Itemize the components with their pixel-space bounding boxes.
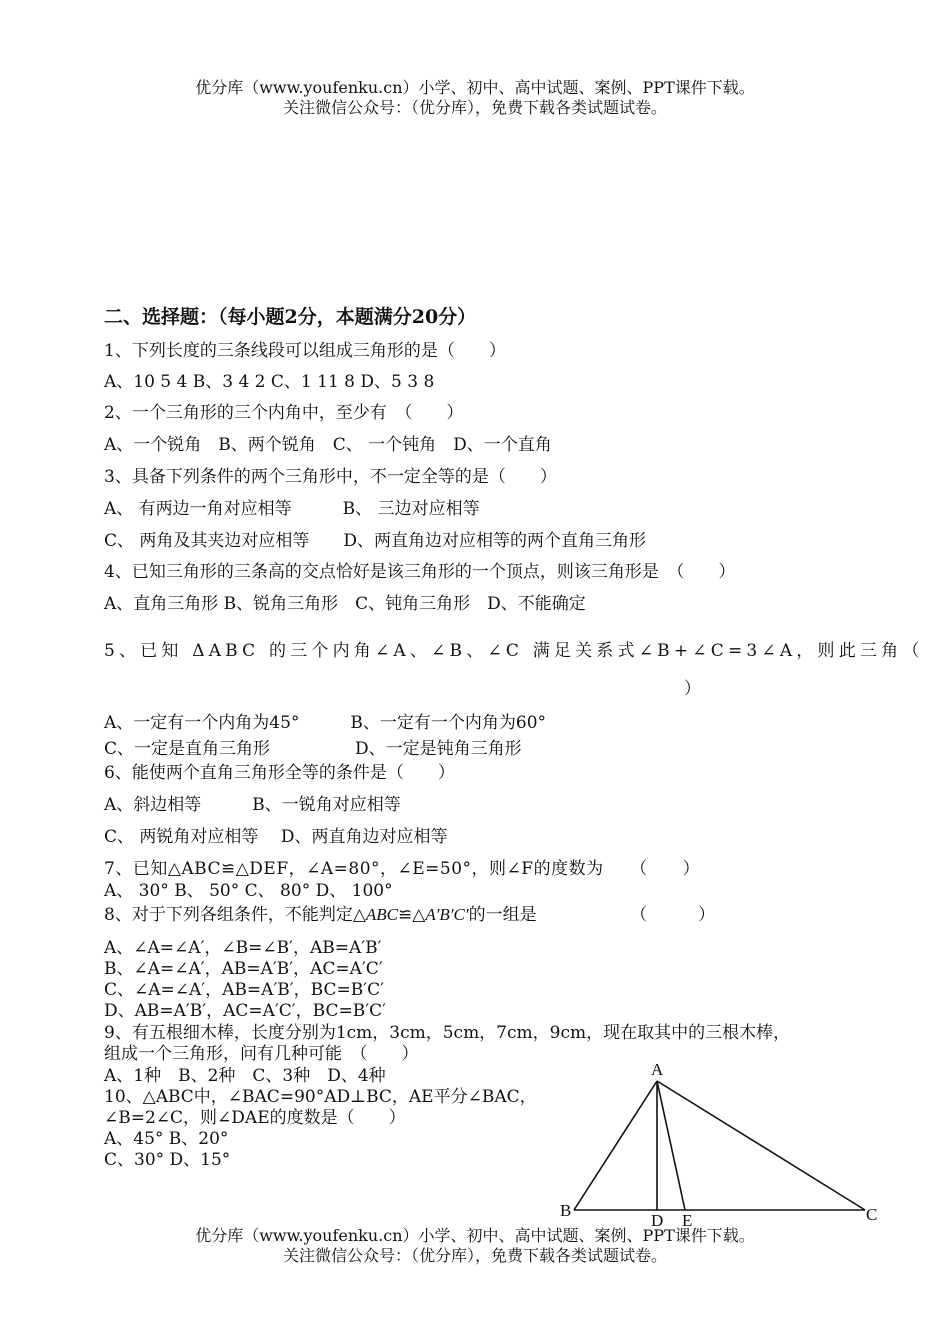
q9-stem-2: 组成一个三角形，问有几种可能 （ ） <box>104 1044 419 1064</box>
q3-options-cd: C、 两角及其夹边对应相等 D、两直角边对应相等的两个直角三角形 <box>104 531 647 551</box>
header-line-1: 优分库（www.youfenku.cn）小学、初中、高中试题、案例、PPT课件下载。 <box>195 78 755 97</box>
q8-stem <box>104 904 715 926</box>
q8-option-c: C、∠A=∠A′，AB=A′B′，BC=B′C′ <box>104 980 384 1000</box>
footer-line-1: 优分库（www.youfenku.cn）小学、初中、高中试题、案例、PPT课件下载。 <box>195 1226 755 1245</box>
q10-stem-1: 10、△ABC中，∠BAC=90°AD⊥BC，AE平分∠BAC， <box>104 1087 537 1107</box>
side-ab <box>574 1081 657 1210</box>
q8-option-a: A、∠A=∠A′，∠B=∠B′，AB=A′B′ <box>104 938 382 958</box>
q8-congruent-sign: ≌△ <box>398 905 426 925</box>
q6-stem: 6、能使两个直角三角形全等的条件是（ ） <box>104 763 455 783</box>
label-a: A <box>651 1060 664 1079</box>
q9-options: A、1种 B、2种 C、3种 D、4种 <box>104 1066 386 1086</box>
q2-options: A、一个锐角 B、两个锐角 C、 一个钝角 D、一个直角 <box>104 435 552 455</box>
q2-stem: 2、一个三角形的三个内角中，至少有 （ ） <box>104 403 464 423</box>
label-e: E <box>682 1211 693 1230</box>
q5-stem-end: ） <box>684 679 701 699</box>
header-line-2: 关注微信公众号：（优分库），免费下载各类试题试卷。 <box>282 98 667 117</box>
q8-option-b: B、∠A=∠A′，AB=A′B′，AC=A′C′ <box>104 959 383 979</box>
q3-options-ab: A、 有两边一角对应相等 B、 三边对应相等 <box>104 499 480 519</box>
q3-stem: 3、具备下列条件的两个三角形中，不一定全等的是（ ） <box>104 467 557 487</box>
q10-options-cd: C、30° D、15° <box>104 1150 231 1170</box>
q5-stem: 5、已知 ΔABC 的三个内角∠A、∠B、∠C 满足关系式∠B+∠C=3∠A，则此三角（ <box>104 641 924 661</box>
bisector-ae <box>657 1081 685 1210</box>
q8-stem-post: 的一组是 （ ） <box>468 905 716 925</box>
label-c: C <box>866 1205 878 1224</box>
q7-stem: 7、已知△ABC≌△DEF，∠A=80°，∠E=50°，则∠F的度数为 （ ） <box>104 859 701 879</box>
q8-triangle-abc: ABC <box>365 905 398 924</box>
q4-stem: 4、已知三角形的三条高的交点恰好是该三角形的一个顶点，则该三角形是 （ ） <box>104 562 736 582</box>
footer-line-2: 关注微信公众号：（优分库），免费下载各类试题试卷。 <box>282 1246 667 1265</box>
q6-options-cd: C、 两锐角对应相等 D、两直角边对应相等 <box>104 827 448 847</box>
q6-options-ab: A、斜边相等 B、一锐角对应相等 <box>104 795 401 815</box>
q10-stem-2: ∠B=2∠C，则∠DAE的度数是（ ） <box>104 1108 406 1128</box>
q5-options-ab: A、一定有一个内角为45° B、一定有一个内角为60° <box>104 713 547 733</box>
label-b: B <box>560 1201 572 1220</box>
q5-options-cd: C、一定是直角三角形 D、一定是钝角三角形 <box>104 739 522 759</box>
q9-stem-1: 9、有五根细木棒，长度分别为1cm，3cm，5cm，7cm，9cm，现在取其中的三根木棒， <box>104 1023 791 1043</box>
q10-options-ab: A、45° B、20° <box>104 1129 229 1149</box>
q8-triangle-abc-prime: A′B′C′ <box>425 905 469 924</box>
q8-option-d: D、AB=A′B′，AC=A′C′，BC=B′C′ <box>104 1001 386 1021</box>
q1-options: A、10 5 4 B、3 4 2 C、1 11 8 D、5 3 8 <box>104 372 435 392</box>
triangle-figure <box>540 1055 900 1235</box>
section-title: 二、选择题：（每小题2分，本题满分20分） <box>104 306 477 328</box>
q8-stem-pre: 8、对于下列各组条件，不能判定△ <box>104 905 366 925</box>
label-d: D <box>651 1211 664 1230</box>
q4-options: A、直角三角形 B、锐角三角形 C、钝角三角形 D、不能确定 <box>104 594 586 614</box>
side-ac <box>657 1081 865 1210</box>
q1-stem: 1、下列长度的三条线段可以组成三角形的是（ ） <box>104 341 506 361</box>
q7-options: A、 30° B、 50° C、 80° D、 100° <box>104 881 393 901</box>
